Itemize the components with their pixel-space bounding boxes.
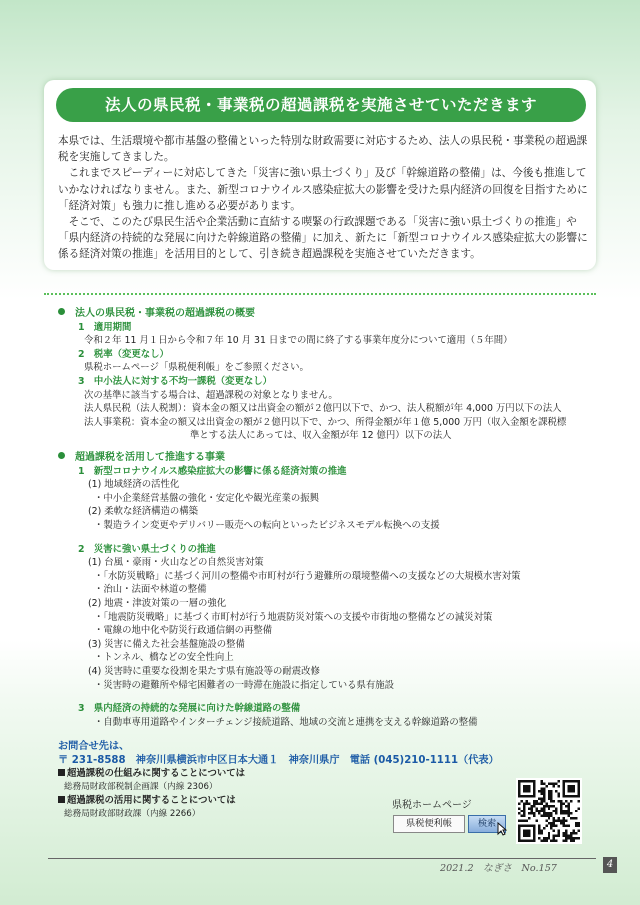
- uses-sub1-title: 1 新型コロナウイルス感染症拡大の影響に係る経済対策の推進: [78, 465, 347, 477]
- intro-paragraph-1: 本県では、生活環境や都市基盤の整備といった特別な財政需要に対応するため、法人の県民税・事業税の超過課税を実施してきました。: [58, 135, 588, 164]
- search-button[interactable]: 検索: [468, 815, 506, 833]
- overview-item1-title: 1 適用期間: [78, 321, 132, 333]
- search-input[interactable]: 県税便利帳: [393, 815, 465, 833]
- overview-item3-text4: 準とする法人にあっては、収入金額が年 12 億円）以下の法人: [190, 430, 452, 442]
- uses-sub2-title: 2 災害に強い県土づくりの推進: [78, 543, 216, 555]
- list-item: ・トンネル、橋などの安全性向上: [94, 652, 234, 664]
- list-item: (3) 災害に備えた社会基盤施設の整備: [88, 638, 245, 650]
- contact-q2: 超過課税の活用に関することについては: [58, 794, 598, 808]
- contact-q2-dept: 総務局財政部財政課（内線 2266）: [64, 808, 201, 819]
- overview-section: [58, 307, 598, 443]
- list-item: ・災害時の避難所や帰宅困難者の一時滞在施設に指定している県有施設: [94, 679, 395, 691]
- list-item: ・電線の地中化や防災行政通信網の再整備: [94, 625, 273, 637]
- overview-item1-text: 令和２年 11 月１日から令和７年 10 月 31 日までの間に終了する事業年度分について適用（５年間）: [84, 335, 513, 347]
- overview-item3-text2: 法人県民税（法人税割）：資本金の額又は出資金の額が２億円以下で、かつ、法人税額が年 4,000 万円以下の法人: [84, 403, 562, 415]
- contact-q1: 超過課税の仕組みに関することについては: [58, 767, 598, 781]
- list-item: (1) 地域経済の活性化: [88, 479, 180, 491]
- square-bullet-icon: [58, 769, 65, 776]
- intro-paragraph-2: これまでスピーディーに対応してきた「災害に強い県土づくり」及び「幹線道路の整備」は、今後も推進していかなければなりません。また、新型コロナウイルス感染症拡大の影響を受けた県内経済の回復を目指すために「経済対策」も強力に推し進める必要があります。: [58, 167, 588, 212]
- contact-address: 〒 231-8588 神奈川県横浜市中区日本大通１ 神奈川県庁 電話 (045)210-1111（代表）: [58, 754, 499, 766]
- list-item: ・中小企業経営基盤の強化・安定化や観光産業の振興: [94, 492, 320, 504]
- uses-sub3-list: [58, 716, 598, 730]
- qr-code-icon[interactable]: [516, 778, 582, 844]
- homepage-label: 県税ホームページ: [392, 800, 472, 811]
- list-item: (4) 災害時に重要な役割を果たす県有施設等の耐震改修: [88, 665, 320, 677]
- bullet-icon: [58, 452, 65, 459]
- overview-heading: 法人の県民税・事業税の超過課税の概要: [58, 307, 598, 321]
- page-number: 4: [603, 857, 617, 873]
- list-item: ・「地震防災戦略」に基づく市町村が行う地震防災対策への支援や市街地の整備などの減災対策: [94, 611, 493, 623]
- overview-item3-text1: 次の基準に該当する場合は、超過課税の対象となりません。: [84, 389, 338, 401]
- contact-q1-dept: 総務局財政部税制企画課（内線 2306）: [64, 781, 218, 792]
- list-item: (2) 地震・津波対策の一層の強化: [88, 597, 227, 609]
- cursor-icon: [497, 822, 507, 836]
- overview-item3-text3: 法人事業税：資本金の額又は出資金の額が２億円以下で、かつ、所得金額が年１億 5,000 万円（収入金額を課税標: [84, 416, 567, 428]
- overview-item3-title: 3 中小法人に対する不均一課税（変更なし）: [78, 375, 273, 387]
- intro-text: [58, 133, 588, 263]
- footer-issue: 2021.2 なぎさ No.157: [440, 863, 557, 874]
- footer-rule: [48, 858, 596, 859]
- square-bullet-icon: [58, 796, 65, 803]
- overview-item2-title: 2 税率（変更なし）: [78, 348, 169, 360]
- bullet-icon: [58, 308, 65, 315]
- uses-section: [58, 451, 598, 729]
- list-item: (2) 柔軟な経済構造の構築: [88, 506, 199, 518]
- list-item: ・製造ライン変更やデリバリー販売への転向といったビジネスモデル転換への支援: [94, 519, 440, 531]
- uses-sub1-list: [58, 478, 598, 532]
- intro-paragraph-3: そこで、このたび県民生活や企業活動に直結する喫緊の行政課題である「災害に強い県土づくりの推進」や「県内経済の持続的な発展に向けた幹線道路の整備」に加え、新たに「新型コロナウイルス感染症拡大の影響に係る経済対策の推進」を活用目的として、引き続き超過課税を実施させていただきます。: [58, 216, 588, 261]
- section-divider: [44, 293, 596, 295]
- uses-sub2-list: [58, 556, 598, 692]
- overview-item2-text: 県税ホームページ「県税便利帳」をご参照ください。: [84, 362, 309, 374]
- uses-heading: 超過課税を活用して推進する事業: [58, 451, 598, 465]
- page-title: 法人の県民税・事業税の超過課税を実施させていただきます: [56, 88, 586, 122]
- list-item: ・「水防災戦略」に基づく河川の整備や市町村が行う避難所の環境整備への支援などの大規模水害対策: [94, 570, 521, 582]
- contact-heading: お問合せ先は、: [58, 741, 130, 752]
- list-item: ・治山・法面や林道の整備: [94, 584, 207, 596]
- list-item: (1) 台風・豪雨・火山などの自然災害対策: [88, 557, 264, 569]
- uses-sub3-title: 3 県内経済の持続的な発展に向けた幹線道路の整備: [78, 703, 301, 715]
- list-item: ・自動車専用道路やインターチェンジ接続道路、地域の交流と連携を支える幹線道路の整備: [94, 716, 478, 728]
